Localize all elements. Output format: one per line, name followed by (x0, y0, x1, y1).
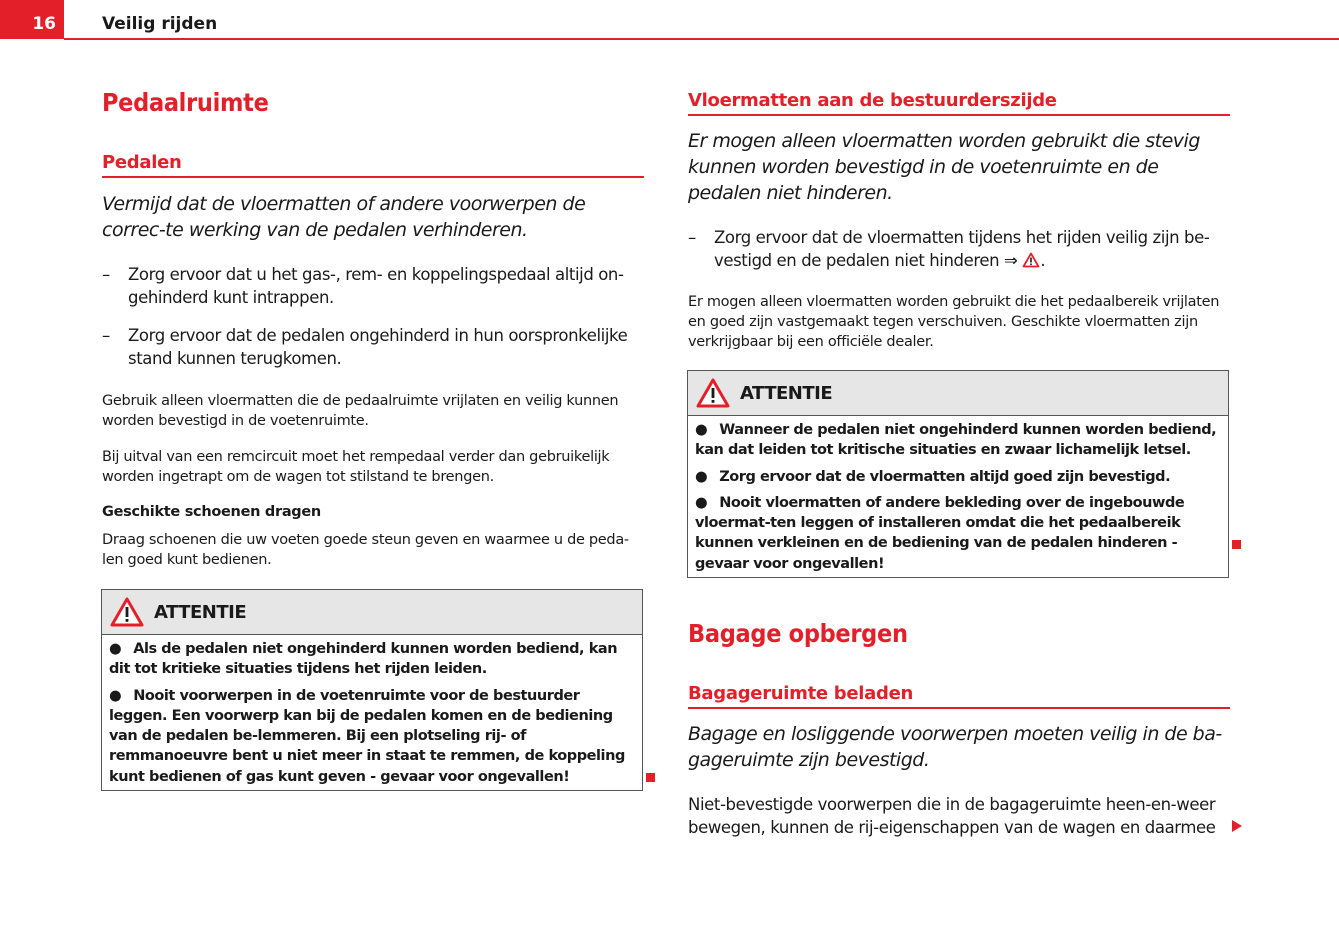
paragraph: Er mogen alleen vloermatten worden gebruikt die het pedaalbereik vrijlaten en goed zijn vastgemaakt tegen verschuiven. Geschikte vloermatten zijn verkrijgbaar bij een officiële dealer. (688, 294, 1220, 350)
subsection-title-pedalen: Pedalen (102, 152, 644, 178)
subsection-title-vloermatten: Vloermatten aan de bestuurderszijde (688, 90, 1230, 116)
dash-marker: – (688, 228, 696, 247)
bullet: ● (109, 641, 122, 657)
intro-text: Er mogen alleen vloermatten worden gebruikt die stevig kunnen worden bevestigd in de voetenruimte en de pedalen niet hinderen. (688, 130, 1200, 204)
section-title-bagage: Bagage opbergen (688, 619, 908, 648)
warning-box (101, 589, 643, 791)
page-number-box (0, 0, 64, 39)
warning-reference-icon[interactable] (1022, 252, 1040, 268)
warning-item: ● Als de pedalen niet ongehinderd kunnen worden bediend, kan dit tot kritieke situaties tijdens het rijden leiden. (109, 641, 618, 678)
end-of-section-marker (646, 773, 655, 782)
warning-triangle-icon (110, 597, 144, 627)
end-of-section-marker (1232, 540, 1241, 549)
intro-text: Bagage en losliggende voorwerpen moeten veilig in de ba-gageruimte zijn bevestigd. (688, 723, 1222, 771)
paragraph: Bij uitval van een remcircuit moet het rempedaal verder dan gebruikelijk worden ingetrapt om de wagen tot stilstand te brengen. (102, 449, 610, 485)
intro-text: Vermijd dat de vloermatten of andere voorwerpen de correc-te werking van de pedalen verhinderen. (102, 193, 586, 241)
paragraph: Niet-bevestigde voorwerpen die in de bagageruimte heen-en-weer bewegen, kunnen de rij-eigenschappen van de wagen en daarmee (688, 795, 1216, 837)
warning-item: ● Nooit vloermatten of andere bekleding over de ingebouwde vloermat-ten leggen of installeren omdat die het pedaalbereik kunnen verkleinen en de bediening van de pedalen hinderen - gevaar voor ongevallen! (695, 494, 1185, 572)
continue-arrow-icon (1232, 820, 1242, 832)
bullet: ● (695, 422, 708, 438)
section-title: Veilig rijden (102, 14, 218, 34)
warning-title: ATTENTIE (154, 601, 247, 623)
header-rule (64, 38, 1339, 40)
warning-item: ● Zorg ervoor dat de vloermatten altijd goed zijn bevestigd. (695, 468, 1171, 485)
warning-body (102, 635, 642, 790)
warning-body (688, 416, 1228, 577)
warning-header (102, 590, 642, 635)
bullet: ● (109, 687, 122, 704)
paragraph: Gebruik alleen vloermatten die de pedaalruimte vrijlaten en veilig kunnen worden bevestigd in de voetenruimte. (102, 393, 619, 429)
dash-marker: – (102, 326, 110, 345)
subsection-title-bagageruimte: Bagageruimte beladen (688, 683, 1230, 709)
dash-marker: – (102, 265, 110, 284)
bullet: ● (695, 468, 708, 485)
warning-triangle-icon (696, 378, 730, 408)
paragraph: Draag schoenen die uw voeten goede steun geven en waarmee u de peda-len goed kunt bedienen. (102, 532, 629, 568)
warning-title: ATTENTIE (740, 382, 833, 404)
warning-item: ● Nooit voorwerpen in de voetenruimte voor de bestuurder leggen. Een voorwerp kan bij de pedalen komen en de bediening van de pedalen be-lemmeren. Bij een plotseling rij- of remmanoeuvre bent u niet meer in staat te remmen, de koppeling kunt bedienen of gas kunt geven - gevaar voor ongevallen! (109, 687, 625, 785)
instruction-item: – Zorg ervoor dat de pedalen ongehinderd in hun oorspronkelijke stand kunnen terugkomen. (102, 326, 628, 368)
page-header (0, 0, 1339, 41)
instruction-list (688, 226, 1233, 272)
subheading: Geschikte schoenen dragen (102, 504, 321, 520)
instruction-item: – Zorg ervoor dat de vloermatten tijdens het rijden veilig zijn be-vestigd en de pedalen niet hinderen ⇒ . (688, 228, 1210, 270)
bullet: ● (695, 494, 708, 511)
warning-item: ● Wanneer de pedalen niet ongehinderd kunnen worden bediend, kan dat leiden tot kritische situaties en zwaar lichamelijk letsel. (695, 422, 1217, 459)
instruction-list (102, 263, 647, 370)
page-number: 16 (32, 14, 56, 34)
warning-box (687, 370, 1229, 578)
warning-header (688, 371, 1228, 416)
page-title: Pedaalruimte (102, 88, 269, 117)
instruction-item: – Zorg ervoor dat u het gas-, rem- en koppelingspedaal altijd on-gehinderd kunt intrappen. (102, 265, 624, 307)
